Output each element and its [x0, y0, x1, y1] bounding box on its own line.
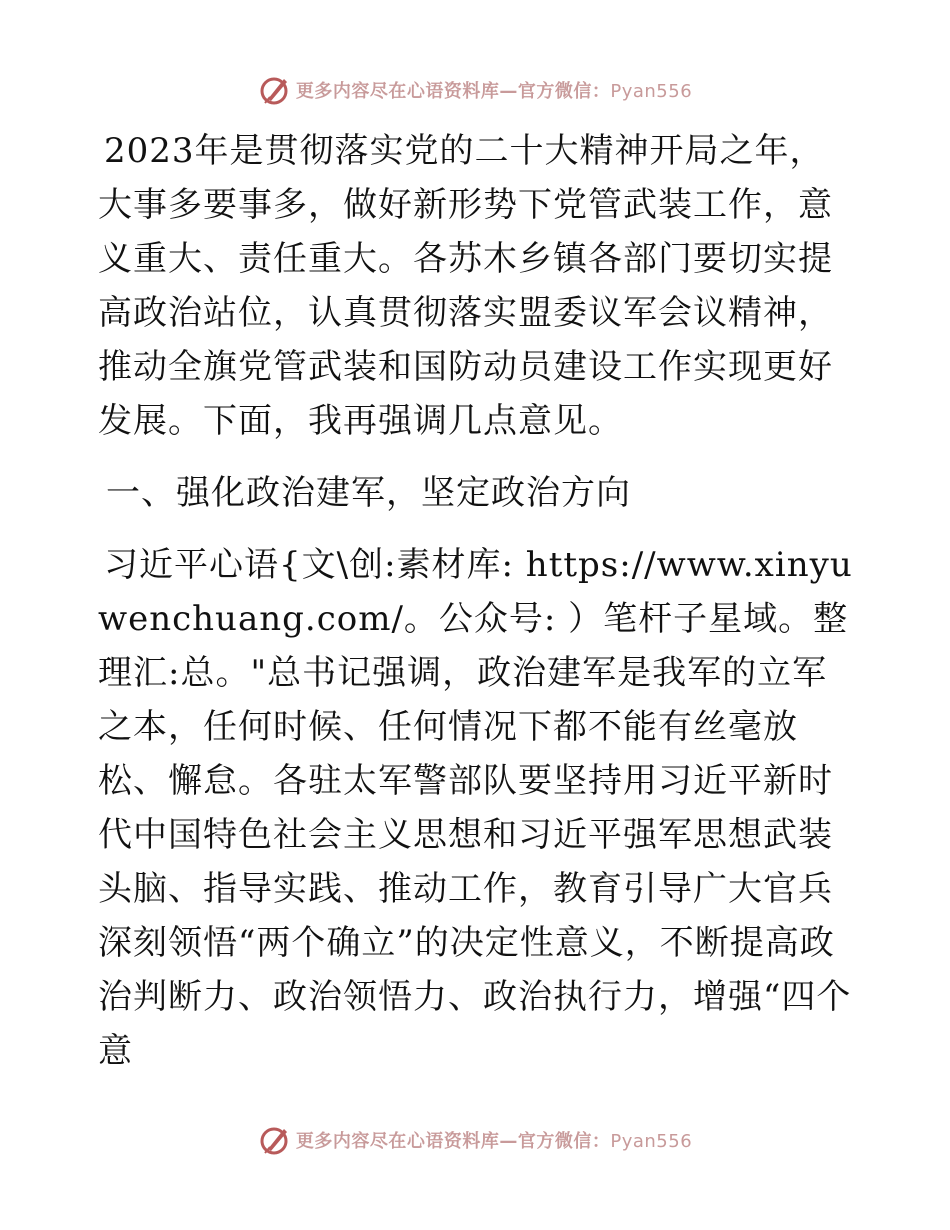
watermark-label: 更多内容尽在心语资料库—官方微信： [295, 1131, 611, 1152]
header-watermark [0, 70, 950, 110]
paragraph-2: 习近平心语{文\创:素材库: https://www.xinyuwenchuang.com/。公众号: ）笔杆子星域。整理汇:总。"总书记强调，政治建军是我军的立军之本，任何时候、任何情况下都不能有丝毫放松、懈怠。各驻太军警部队要坚持用习近平新时代中国特色社会主义思想和习近平强军思想武装头脑、指导实践、推动工作，教育引导广大官兵深刻领悟“两个确立”的决定性意义，不断提高政治判断力、政治领悟力、政治执行力，增强“四个意 [98, 545, 853, 1071]
section-heading-1: 一、强化政治建军，坚定政治方向 [106, 473, 631, 513]
watermark-handle: Pyan556 [610, 81, 693, 102]
watermark-label: 更多内容尽在心语资料库—官方微信： [295, 81, 611, 102]
watermark-text [296, 77, 692, 103]
paragraph-1: 2023年是贯彻落实党的二十大精神开局之年，大事多要事多，做好新形势下党管武装工作，意义重大、责任重大。各苏木乡镇各部门要切实提高政治站位，认真贯彻落实盟委议军会议精神，推动全旗党管武装和国防动员建设工作实现更好发展。下面，我再强调几点意见。 [98, 131, 833, 441]
watermark-text [296, 1127, 692, 1153]
feather-pen-logo-icon [258, 1123, 292, 1157]
watermark-handle: Pyan556 [610, 1131, 693, 1152]
feather-pen-logo-icon [258, 73, 292, 107]
footer-watermark [0, 1120, 950, 1160]
document-body [98, 124, 858, 1096]
